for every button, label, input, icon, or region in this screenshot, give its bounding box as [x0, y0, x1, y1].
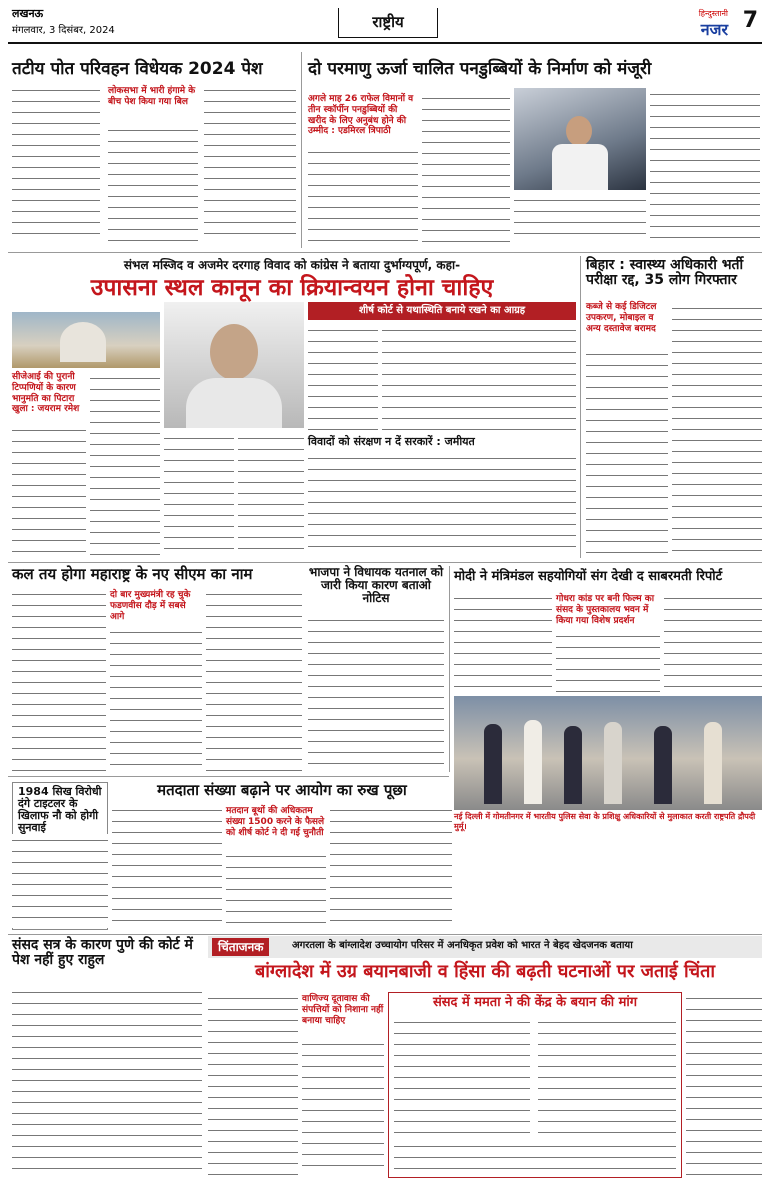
story1-subhead: लोकसभा में भारी हंगामे के बीच पेश किया गया बिल: [108, 86, 196, 107]
brand-logo: [608, 6, 728, 38]
row-divider: [8, 252, 762, 253]
story6-headline: कल तय होगा महाराष्ट्र के नए सीएम का नाम: [12, 565, 253, 583]
story13-subhead: वाणिज्य दूतावास की संपत्तियों को निशाना नहीं बनाया चाहिए: [302, 994, 384, 1026]
row-divider: [8, 934, 762, 935]
story9-headline: 1984 सिख विरोधी दंगे टाइटलर के खिलाफ नौ को होगी सुनवाई: [18, 785, 102, 835]
story1-body-col2: [108, 124, 198, 244]
story7-body: [308, 614, 444, 772]
story7-headline: भाजपा ने विधायक यतनाल को जारी किया कारण बताओ नोटिस: [308, 565, 444, 606]
brand-name: नजर: [700, 20, 728, 39]
masthead: [8, 4, 762, 44]
row-divider: [8, 776, 449, 777]
jairam-ramesh-photo: [164, 302, 304, 428]
story8-body-col2: [556, 630, 660, 692]
story4-subhead: कब्जे से कई डिजिटल उपकरण, मोबाइल व अन्य दस्तावेज बरामद: [586, 302, 657, 334]
story8-body-col3: [664, 592, 762, 692]
story5-body: [308, 452, 576, 556]
row-divider: [8, 562, 762, 563]
edition-date: मंगलवार, 3 दिसंबर, 2024: [12, 25, 115, 36]
story4-body-col2: [672, 302, 762, 558]
story2-body-col1: [308, 146, 418, 244]
story3-body-col2: [90, 372, 160, 558]
story2-body-col3: [514, 194, 646, 244]
story14-headline: संसद में ममता ने की केंद्र के बयान की मांग: [432, 995, 638, 1010]
story8-caption: नई दिल्ली में गोमतीनगर में भारतीय पुलिस सेवा के प्रशिक्षु अधिकारियों से मुलाकात करती राष्ट्रपति द्रौपदी मुर्मू।: [454, 812, 756, 831]
newspaper-page: [8, 4, 762, 1178]
story4-headline: बिहार : स्वास्थ्य अधिकारी भर्ती परीक्षा रद्द, 35 लोग गिरफ्तार: [586, 257, 744, 289]
story6-body-col2: [110, 626, 202, 772]
story3-body-col6: [382, 324, 576, 430]
story12-headline: संसद सत्र के कारण पुणे की कोर्ट में पेश नहीं हुए राहुल: [12, 937, 193, 969]
story14-body-col2: [538, 1016, 676, 1136]
column-divider: [301, 52, 302, 248]
story14-body-col1: [394, 1016, 530, 1136]
story4-body-col1: [586, 348, 668, 558]
story10-headline: मतदाता संख्या बढ़ाने पर आयोग का रुख पूछा: [157, 781, 407, 799]
story10-subhead: मतदान बूथों की अधिकतम संख्या 1500 करने के फैसले को शीर्ष कोर्ट ने दी गई चुनौती: [226, 806, 325, 838]
edition-city: लखनऊ: [12, 7, 44, 20]
story11-kicker: अगरतला के बांग्लादेश उच्चायोग परिसर में अनधिकृत प्रवेश को भारत ने बेहद खेदजनक बताया: [292, 940, 633, 951]
dargah-photo: [12, 312, 160, 368]
story12-body: [12, 986, 202, 1176]
brand-sub: हिन्दुस्तानी: [698, 9, 728, 18]
story6-subhead: दो बार मुख्यमंत्री रह चुके फडणवीस दौड़ में सबसे आगे: [110, 590, 191, 622]
story1-body-col3: [204, 84, 296, 244]
story2-subhead: अगले माह 26 राफेल विमानों व तीन स्कॉर्पीन पनडुब्बियों की खरीद के लिए अनुबंध होने की उम्मीद : एडमिरल त्रिपाठी: [308, 94, 414, 137]
story10-body-col2: [226, 850, 326, 928]
story3-body-col4: [238, 432, 304, 558]
story14-body-col3: [394, 1140, 676, 1174]
column-divider: [449, 566, 450, 772]
story11-tag: चिंताजनक: [212, 938, 269, 956]
admiral-photo: [514, 88, 646, 190]
story1-body-col1: [12, 84, 100, 242]
story11-body-col3: [686, 992, 762, 1176]
story10-body-col3: [330, 804, 452, 928]
story2-headline: दो परमाणु ऊर्जा चालित पनडुब्बियों के निर्माण को मंजूरी: [308, 59, 652, 79]
story2-body-col2: [422, 92, 510, 244]
story6-body-col3: [206, 588, 302, 772]
story3-tag: शीर्ष कोर्ट से यथास्थिति बनाये रखने का आग्रह: [308, 302, 576, 320]
story3-body-col5: [308, 324, 378, 430]
story8-body-col1: [454, 592, 552, 692]
story1-headline: तटीय पोत परिवहन विधेयक 2024 पेश: [12, 59, 263, 79]
story8-subhead: गोधरा कांड पर बनी फिल्म का संसद के पुस्तकालय भवन में किया गया विशेष प्रदर्शन: [556, 594, 655, 626]
story11-body-col2: [302, 1038, 384, 1176]
story3-sidebar: सीजेआई की पुरानी टिप्पणियों के कारण भानुमति का पिटारा खुला : जयराम रमेश: [12, 372, 80, 415]
story11-body-col1: [208, 992, 298, 1176]
story3-body-col3: [164, 432, 234, 558]
story11-headline: बांग्लादेश में उग्र बयानबाजी व हिंसा की बढ़ती घटनाओं पर जताई चिंता: [254, 961, 716, 982]
story3-body-col1: [12, 424, 86, 558]
column-divider: [580, 256, 581, 558]
president-meeting-photo: [454, 696, 762, 810]
story9-body: [12, 834, 108, 928]
story3-headline: उपासना स्थल कानून का क्रियान्वयन होना चाहिए: [90, 275, 494, 301]
story8-headline: मोदी ने मंत्रिमंडल सहयोगियों संग देखी द साबरमती रिपोर्ट: [454, 569, 723, 584]
story6-body-col1: [12, 588, 106, 772]
story5-headline: विवादों को संरक्षण न दें सरकारें : जमीयत: [308, 435, 475, 448]
page-number: 7: [742, 8, 758, 33]
story3-kicker: संभल मस्जिद व अजमेर दरगाह विवाद को कांग्रेस ने बताया दुर्भाग्यपूर्ण, कहा-: [123, 258, 461, 272]
story2-body-col4: [650, 88, 760, 244]
section-title: राष्ट्रीय: [338, 8, 438, 38]
story10-body-col1: [112, 804, 222, 928]
